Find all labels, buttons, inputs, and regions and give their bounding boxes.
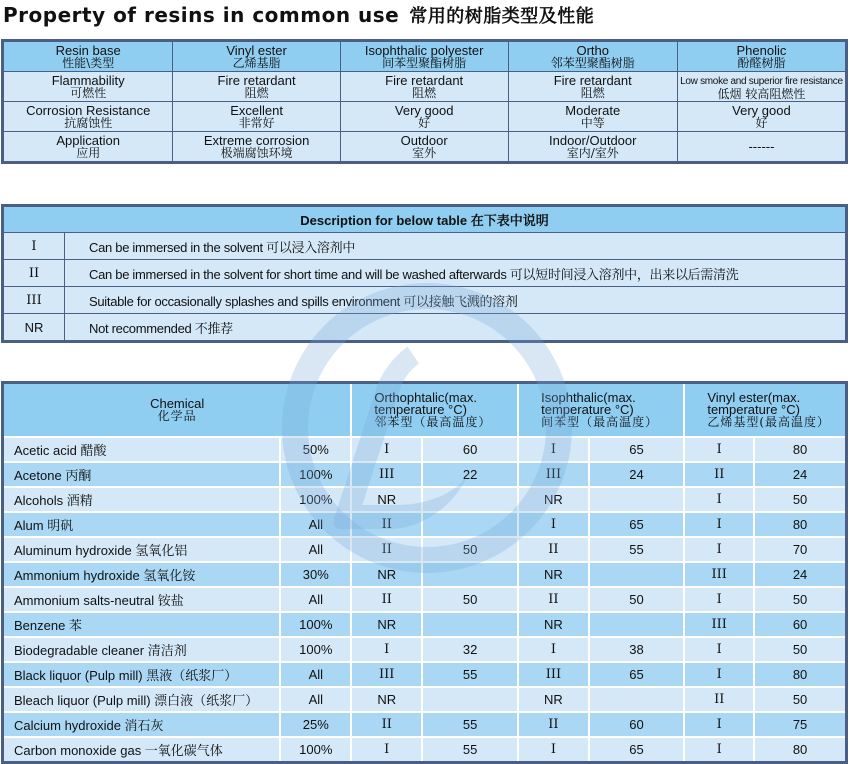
property-cell: Low smoke and superior fire resistance 低烟 较高阻燃性	[677, 72, 846, 102]
property-cell: Outdoor 室外	[340, 132, 508, 163]
rating-description: Not recommended 不推荐	[65, 314, 847, 342]
vinyl-temp: 24	[754, 462, 846, 487]
chemical-name: Bleach liquor (Pulp mill) 漂白液（纸浆厂）	[3, 687, 281, 712]
ortho-temp	[422, 687, 518, 712]
properties-row	[3, 102, 847, 132]
concentration: All	[280, 537, 351, 562]
chemical-row	[3, 487, 847, 512]
vinyl-temp: 75	[754, 712, 846, 737]
chemical-name: Benzene 苯	[3, 612, 281, 637]
property-cell: Excellent 非常好	[173, 102, 340, 132]
vinyl-rating: I	[684, 637, 754, 662]
vinyl-rating: III	[684, 562, 754, 587]
ortho-rating: NR	[351, 612, 422, 637]
chemical-row	[3, 437, 847, 462]
iso-rating: III	[518, 462, 589, 487]
ortho-rating: II	[351, 512, 422, 537]
ortho-rating: II	[351, 712, 422, 737]
concentration: 50%	[280, 437, 351, 462]
property-cell: Resin base 性能\类型	[3, 41, 173, 72]
description-table	[1, 204, 848, 343]
iso-rating: NR	[518, 612, 589, 637]
ortho-rating: III	[351, 462, 422, 487]
property-cell: Application 应用	[3, 132, 173, 163]
chemical-row	[3, 637, 847, 662]
properties-row	[3, 72, 847, 102]
property-cell: Ortho 邻苯型聚酯树脂	[508, 41, 677, 72]
ortho-rating: III	[351, 662, 422, 687]
iso-rating: II	[518, 712, 589, 737]
concentration: All	[280, 587, 351, 612]
ortho-temp	[422, 512, 518, 537]
ortho-temp: 22	[422, 462, 518, 487]
ortho-rating: NR	[351, 487, 422, 512]
chemical-name: Acetic acid 醋酸	[3, 437, 281, 462]
description-row	[3, 314, 847, 342]
chemical-row	[3, 512, 847, 537]
chemical-row	[3, 687, 847, 712]
vinyl-temp: 50	[754, 487, 846, 512]
vinyl-rating: II	[684, 462, 754, 487]
iso-temp: 65	[589, 737, 685, 763]
concentration: 100%	[280, 462, 351, 487]
ortho-temp	[422, 487, 518, 512]
vinyl-rating: I	[684, 512, 754, 537]
ortho-temp	[422, 612, 518, 637]
vinyl-temp: 80	[754, 737, 846, 763]
chemical-row	[3, 612, 847, 637]
vinyl-temp: 70	[754, 537, 846, 562]
property-cell: Very good 好	[340, 102, 508, 132]
concentration: 100%	[280, 487, 351, 512]
property-cell: Vinyl ester 乙烯基脂	[173, 41, 340, 72]
iso-rating: NR	[518, 687, 589, 712]
concentration: All	[280, 687, 351, 712]
iso-temp: 50	[589, 587, 685, 612]
title-en: Property of resins in common use	[3, 3, 400, 27]
description-header: Description for below table 在下表中说明	[3, 206, 847, 233]
vinyl-temp: 50	[754, 587, 846, 612]
vinyl-rating: I	[684, 712, 754, 737]
vinyl-temp: 60	[754, 612, 846, 637]
chemical-name: Alum 明矾	[3, 512, 281, 537]
ortho-rating: NR	[351, 687, 422, 712]
iso-rating: I	[518, 637, 589, 662]
description-header-row	[3, 206, 847, 233]
ortho-temp: 50	[422, 587, 518, 612]
chemical-row	[3, 662, 847, 687]
rating-key: II	[3, 260, 65, 287]
vinyl-rating: II	[684, 687, 754, 712]
properties-header-row	[3, 41, 847, 72]
page-title	[3, 2, 594, 28]
property-cell: Fire retardant 阻燃	[173, 72, 340, 102]
chemical-header: Chemical 化学品	[3, 383, 352, 438]
ortho-rating: I	[351, 637, 422, 662]
chemical-name: Ammonium hydroxide 氢氧化铵	[3, 562, 281, 587]
ortho-temp	[422, 562, 518, 587]
description-row	[3, 260, 847, 287]
chemical-row	[3, 587, 847, 612]
iso-temp	[589, 687, 685, 712]
concentration: 30%	[280, 562, 351, 587]
chemical-row	[3, 712, 847, 737]
iso-temp: 65	[589, 512, 685, 537]
concentration: 25%	[280, 712, 351, 737]
iso-temp	[589, 487, 685, 512]
iso-rating: III	[518, 662, 589, 687]
vinyl-temp: 50	[754, 687, 846, 712]
iso-temp: 24	[589, 462, 685, 487]
vinyl-rating: I	[684, 587, 754, 612]
iso-rating: II	[518, 537, 589, 562]
iso-temp	[589, 562, 685, 587]
chemical-row	[3, 737, 847, 763]
vinyl-rating: III	[684, 612, 754, 637]
title-cn: 常用的树脂类型及性能	[409, 6, 595, 27]
ortho-temp: 60	[422, 437, 518, 462]
ortho-temp: 55	[422, 662, 518, 687]
rating-description: Suitable for occasionally splashes and spills environment 可以接触飞溅的溶剂	[65, 287, 847, 314]
ortho-temp: 55	[422, 737, 518, 763]
vinyl-temp: 80	[754, 512, 846, 537]
vinyl-rating: I	[684, 737, 754, 763]
chemical-name: Black liquor (Pulp mill) 黑液（纸浆厂）	[3, 662, 281, 687]
iso-temp: 38	[589, 637, 685, 662]
concentration: All	[280, 662, 351, 687]
chemical-name: Carbon monoxide gas 一氧化碳气体	[3, 737, 281, 763]
iso-rating: NR	[518, 562, 589, 587]
vinyl-temp: 24	[754, 562, 846, 587]
ortho-temp: 32	[422, 637, 518, 662]
concentration: 100%	[280, 612, 351, 637]
chemical-resistance-table	[1, 381, 848, 764]
chemical-row	[3, 537, 847, 562]
chemical-name: Alcohols 酒精	[3, 487, 281, 512]
vinyl-rating: I	[684, 437, 754, 462]
iso-rating: NR	[518, 487, 589, 512]
ortho-temp: 55	[422, 712, 518, 737]
rating-key: III	[3, 287, 65, 314]
property-cell: Flammability 可燃性	[3, 72, 173, 102]
iso-temp: 65	[589, 662, 685, 687]
iso-temp: 55	[589, 537, 685, 562]
chemical-name: Biodegradable cleaner 清洁剂	[3, 637, 281, 662]
ortho-rating: I	[351, 437, 422, 462]
ortho-rating: NR	[351, 562, 422, 587]
vinyl-rating: I	[684, 537, 754, 562]
ortho-header: Orthophtalic(max. temperature °C) 邻苯型（最高温度）	[351, 383, 518, 438]
property-cell: Indoor/Outdoor 室内/室外	[508, 132, 677, 163]
iso-temp: 60	[589, 712, 685, 737]
chemical-table-header	[3, 383, 847, 438]
ortho-rating: I	[351, 737, 422, 763]
ortho-rating: II	[351, 537, 422, 562]
iso-rating: I	[518, 437, 589, 462]
property-cell: ------	[677, 132, 846, 163]
properties-row	[3, 132, 847, 163]
ortho-temp: 50	[422, 537, 518, 562]
chemical-row	[3, 462, 847, 487]
rating-description: Can be immersed in the solvent for short time and will be washed afterwards 可以短时间浸入溶剂中，出来以后需清洗	[65, 260, 847, 287]
concentration: 100%	[280, 737, 351, 763]
description-row	[3, 287, 847, 314]
chemical-name: Aluminum hydroxide 氢氧化铝	[3, 537, 281, 562]
chemical-name: Calcium hydroxide 消石灰	[3, 712, 281, 737]
description-row	[3, 233, 847, 260]
vinyl-temp: 50	[754, 637, 846, 662]
rating-key: I	[3, 233, 65, 260]
vinyl-rating: I	[684, 662, 754, 687]
property-cell: Fire retardant 阻燃	[508, 72, 677, 102]
vinyl-temp: 80	[754, 662, 846, 687]
property-cell: Extreme corrosion 极端腐蚀环境	[173, 132, 340, 163]
vinyl-rating: I	[684, 487, 754, 512]
property-cell: Moderate 中等	[508, 102, 677, 132]
rating-key: NR	[3, 314, 65, 342]
vinyl-header: Vinyl ester(max. temperature °C) 乙烯基型(最高温度）	[684, 383, 846, 438]
iso-rating: I	[518, 512, 589, 537]
iso-temp: 65	[589, 437, 685, 462]
iso-temp	[589, 612, 685, 637]
resin-properties-table	[1, 39, 848, 164]
chemical-name: Acetone 丙酮	[3, 462, 281, 487]
concentration: 100%	[280, 637, 351, 662]
iso-header: Isophthalic(max. temperature °C) 间苯型（最高温度）	[518, 383, 684, 438]
property-cell: Very good 好	[677, 102, 846, 132]
rating-description: Can be immersed in the solvent 可以浸入溶剂中	[65, 233, 847, 260]
iso-rating: II	[518, 587, 589, 612]
property-cell: Isophthalic polyester 间苯型聚酯树脂	[340, 41, 508, 72]
property-cell: Phenolic 酚醛树脂	[677, 41, 846, 72]
iso-rating: I	[518, 737, 589, 763]
chemical-name: Ammonium salts-neutral 铵盐	[3, 587, 281, 612]
property-cell: Fire retardant 阻燃	[340, 72, 508, 102]
vinyl-temp: 80	[754, 437, 846, 462]
ortho-rating: II	[351, 587, 422, 612]
property-cell: Corrosion Resistance 抗腐蚀性	[3, 102, 173, 132]
concentration: All	[280, 512, 351, 537]
chemical-row	[3, 562, 847, 587]
